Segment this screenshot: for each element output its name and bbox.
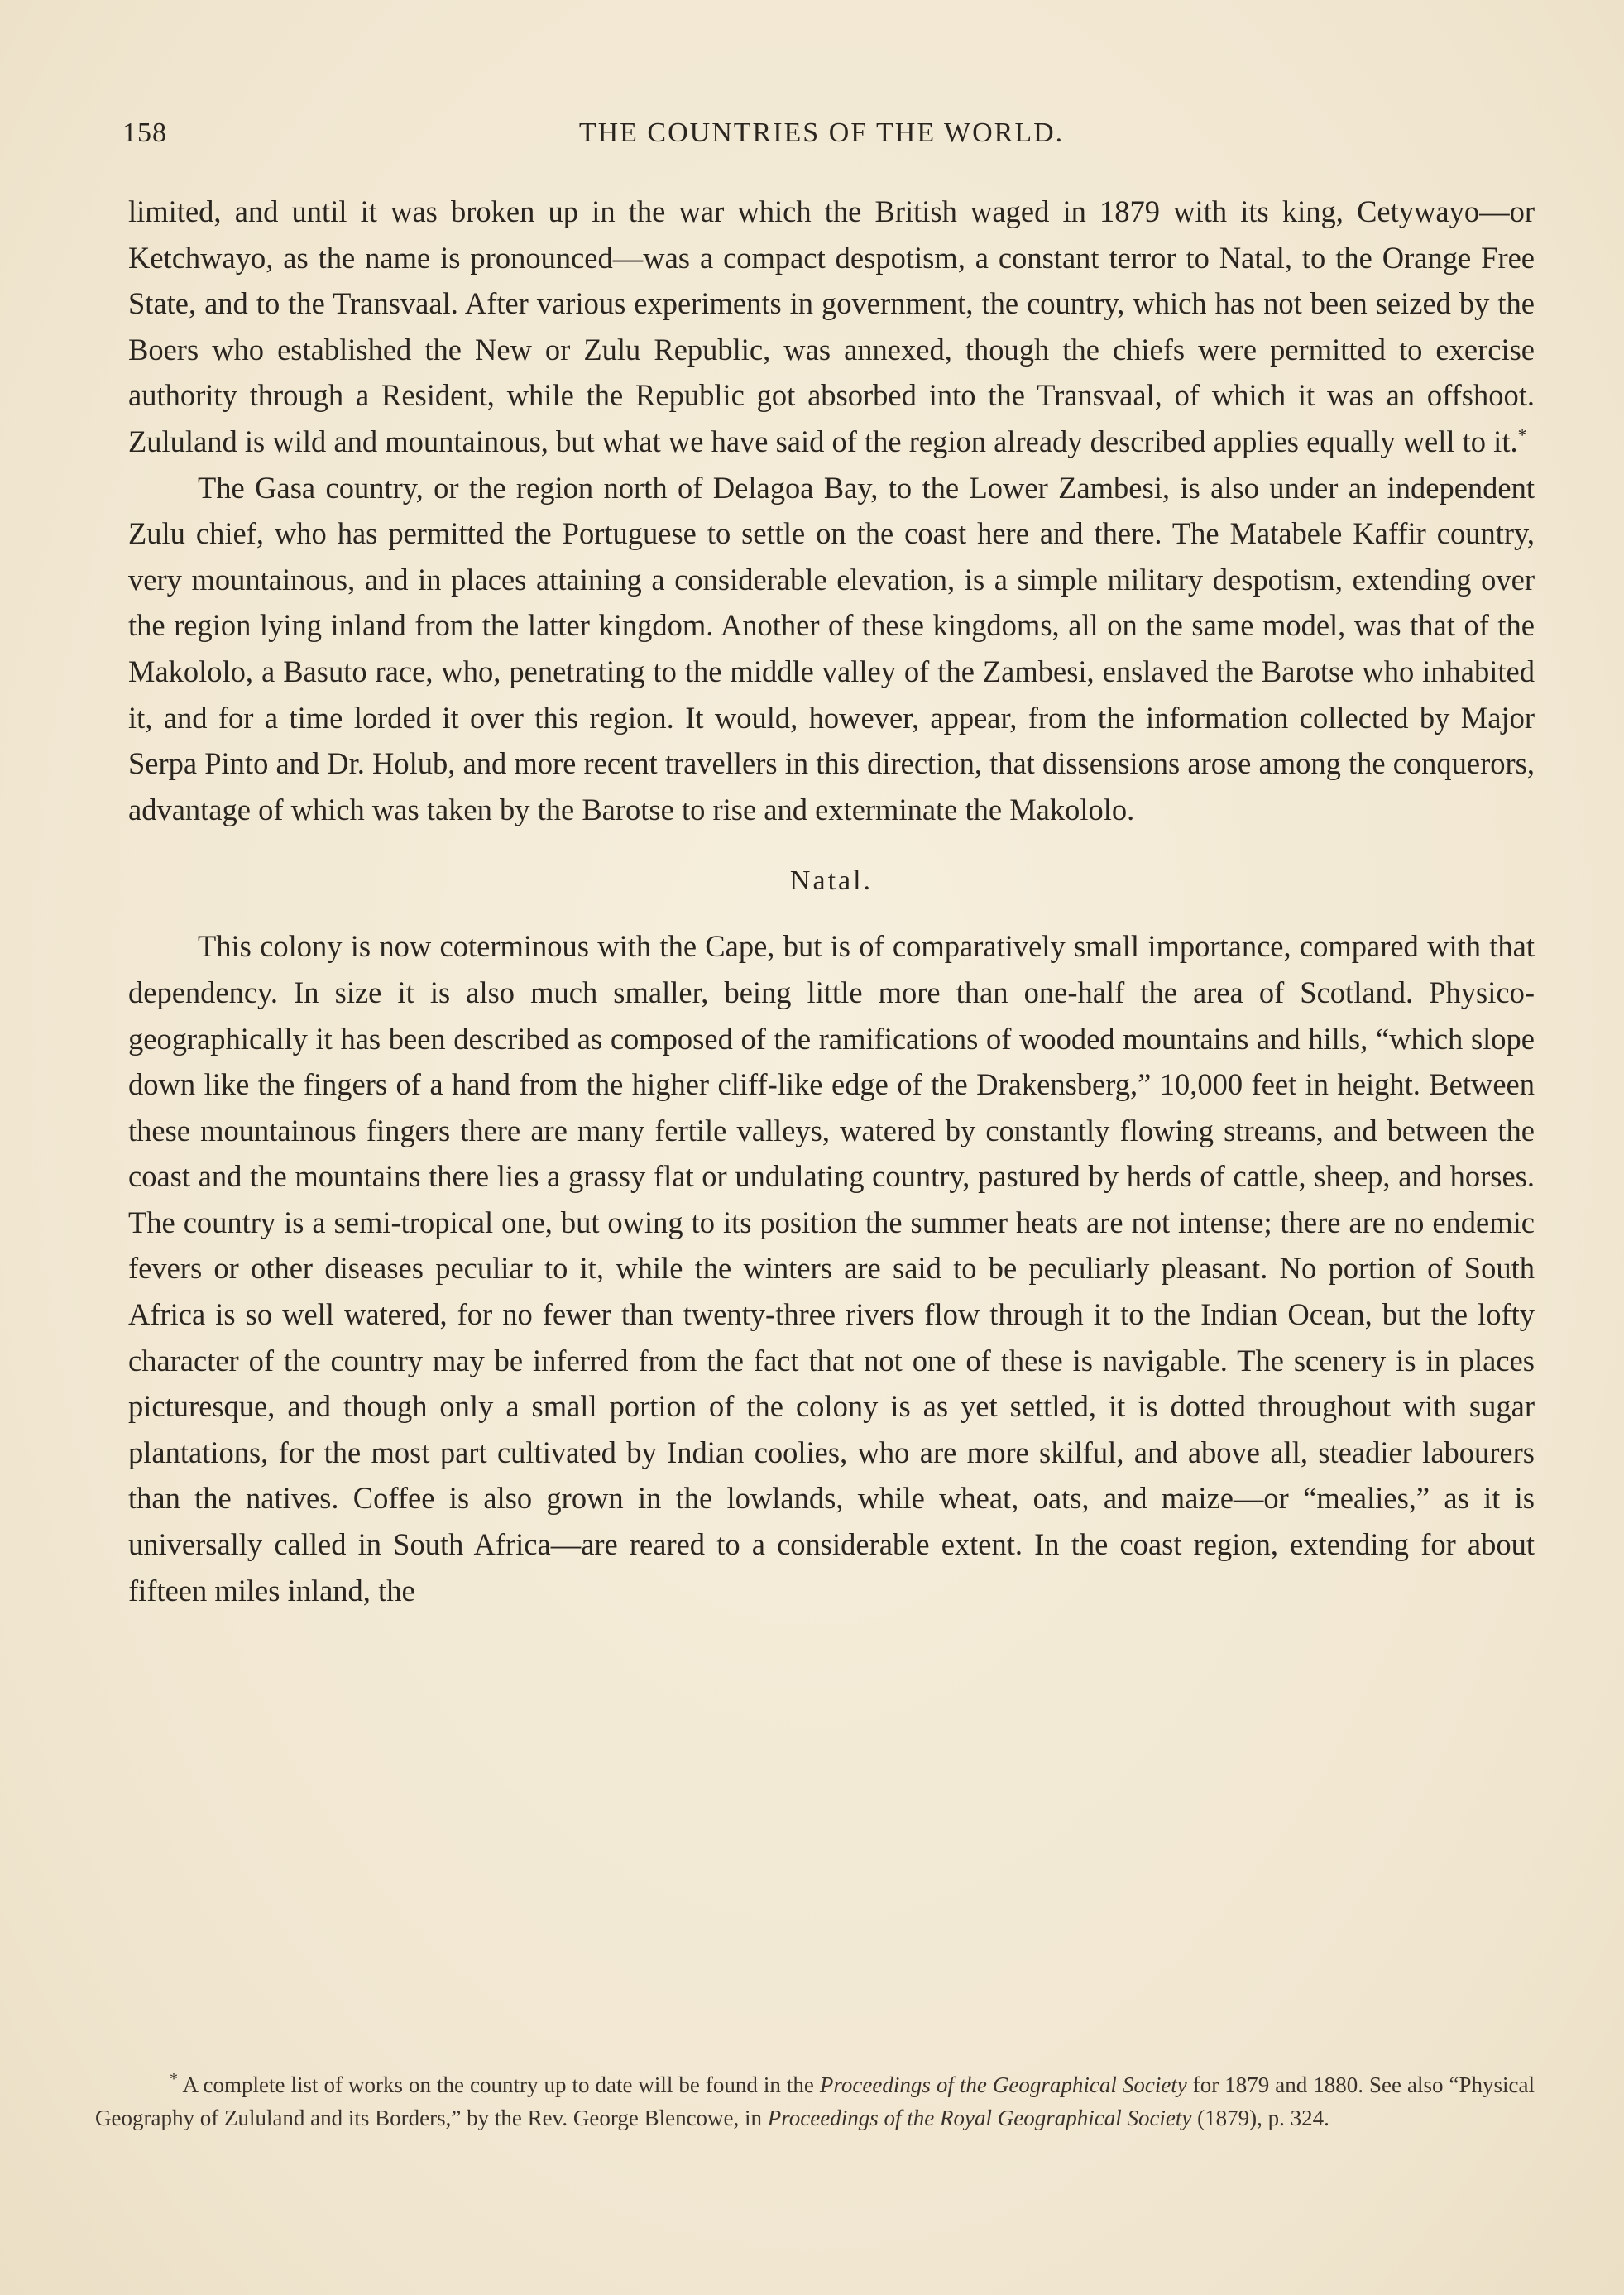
footnote-citation: Proceedings of the Geographical Society — [819, 2072, 1187, 2097]
body-text — [128, 189, 1535, 1613]
footnote-text: A complete list of works on the country up to date will be found in the — [182, 2072, 820, 2097]
page-header — [122, 117, 1521, 159]
paragraph — [128, 189, 1535, 465]
footnote-text: (1879), p. 324. — [1191, 2106, 1329, 2130]
footnote-citation: Proceedings of the Royal Geographical Society — [767, 2106, 1192, 2130]
footnote-reference: * — [1517, 424, 1527, 445]
footnote-text: for 1879 and 1880. See also “Physical Geography of Zululand and its Borders,” by the Rev. George Blencowe, in — [95, 2072, 1535, 2130]
page-number: 158 — [122, 117, 167, 148]
running-title: THE COUNTRIES OF THE WORLD. — [578, 117, 1065, 148]
paragraph-text: limited, and until it was broken up in the war which the British waged in 1879 with its king, Cetywayo—or Ketchwayo, as the name is pronounced—was a compact despotism, a constant terror to Natal, to the Orange Free State, and to the Transvaal. After various experiments in government, the country, which has not been seized by the Boers who established the New or Zulu Republic, was annexed, though the chiefs were permitted to exercise authority through a Resident, while the Republic got absorbed into the Transvaal, of which it was an offshoot. Zululand is wild and mountainous, but what we have said of the region already described applies equally well to it. — [128, 194, 1535, 458]
paragraph: This colony is now coterminous with the Cape, but is of comparatively small importance, compared with that dependency. In size it is also much smaller, being little more than one-half the area of Scotland. Physico-geographically it has been described as composed of the ramifications of wooded mountains and hills, “which slope down like the fingers of a hand from the higher cliff-like edge of the Drakensberg,” 10,000 feet in height. Between these mountainous fingers there are many fertile valleys, watered by constantly flowing streams, and between the coast and the mountains there lies a grassy flat or undulating country, pastured by herds of cattle, sheep, and horses. The country is a semi-tropical one, but owing to its position the summer heats are not intense; there are no endemic fevers or other diseases peculiar to it, while the winters are said to be peculiarly pleasant. No portion of South Africa is so well watered, for no fewer than twenty-three rivers flow through it to the Indian Ocean, but the lofty character of the country may be inferred from the fact that not one of these is navigable. The scenery is in places picturesque, and though only a small portion of the colony is as yet settled, it is dotted throughout with sugar plantations, for the most part cultivated by Indian coolies, who are more skilful, and above all, steadier labourers than the natives. Coffee is also grown in the lowlands, while wheat, oats, and maize—or “mealies,” as it is universally called in South Africa—are reared to a considerable extent. In the coast region, extending for about fifteen miles inland, the — [128, 929, 1535, 1607]
paragraph: The Gasa country, or the region north of Delagoa Bay, to the Lower Zambesi, is also under an independent Zulu chief, who has permitted the Portuguese to settle on the coast here and there. The Matabele Kaffir country, very mountainous, and in places attaining a considerable elevation, is a simple military despotism, extending over the region lying inland from the latter kingdom. Another of these kingdoms, all on the same model, was that of the Makololo, a Basuto race, who, penetrating to the middle valley of the Zambesi, enslaved the Barotse who inhabited it, and for a time lorded it over this region. It would, however, appear, from the information collected by Major Serpa Pinto and Dr. Holub, and more recent travellers in this direction, that dissensions arose among the conquerors, advantage of which was taken by the Barotse to rise and exterminate the Makololo. — [128, 470, 1535, 826]
footnote-marker: * — [170, 2070, 178, 2088]
footnote — [95, 2068, 1535, 2134]
section-heading: Natal. — [789, 865, 874, 897]
